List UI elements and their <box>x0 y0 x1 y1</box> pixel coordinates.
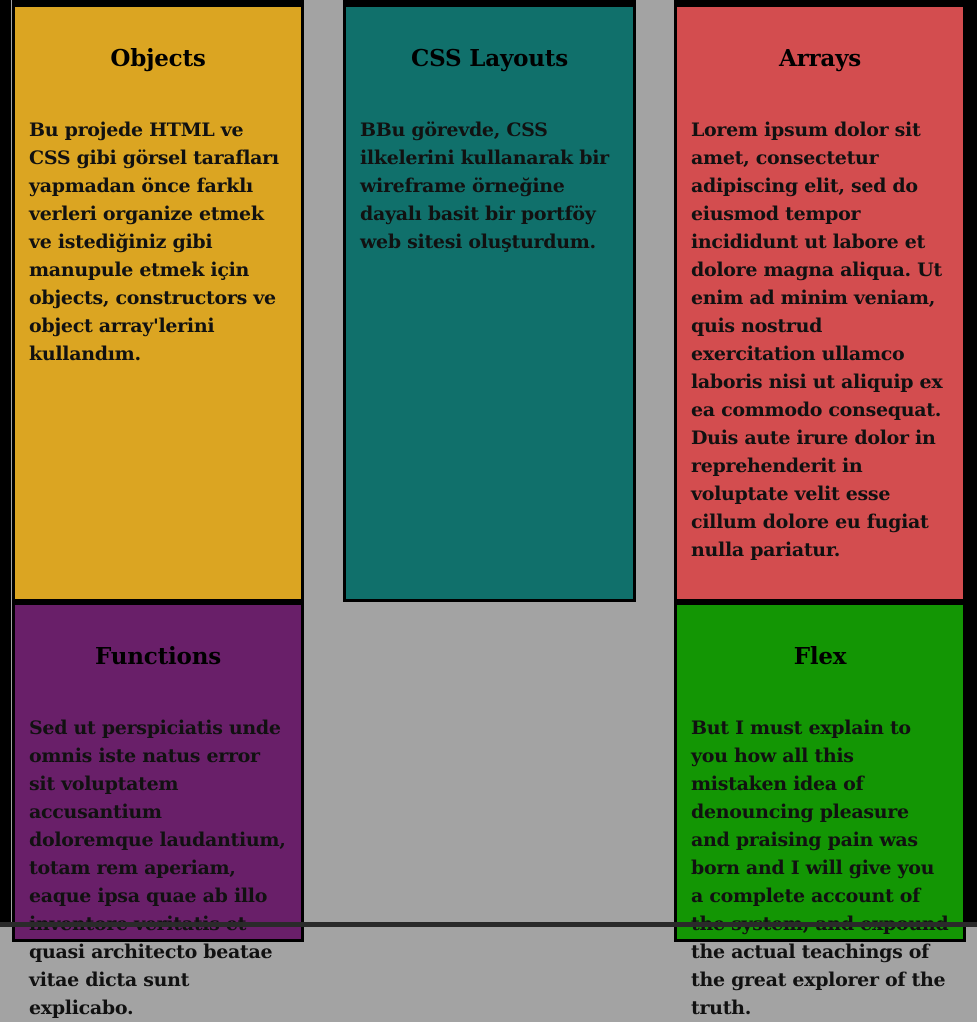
card-title: Functions <box>95 643 221 670</box>
card-flex <box>674 602 966 1019</box>
card-title: Objects <box>110 45 206 72</box>
card-objects <box>12 4 304 602</box>
card-functions <box>12 602 304 1019</box>
card-text: Sed ut perspiciatis unde omnis iste natus error sit voluptatem accusantium doloremque laudantium, totam rem aperiam, eaque ipsa quae ab illo quasi architecto beatae vitae dicta sunt explicabo. <box>29 717 286 1019</box>
card-css-layouts <box>343 4 636 602</box>
card-text: But I must explain to you how all this mistaken idea of denouncing pleasure and praising pain was born and I will give you a complete account of the actual teachings of the great explorer of the truth. <box>691 717 946 1019</box>
left-border <box>0 0 11 927</box>
card-text: Lorem ipsum dolor sit amet, consectetur adipiscing elit, sed do eiusmod tempor incididunt ut labore et dolore magna aliqua. Ut enim ad minim veniam, quis nostrud exercitation ullamco laboris nisi ut aliquip ex ea commodo consequat. Duis aute irure dolor in reprehenderit in voluptate velit esse cillum dolore eu fugiat nulla pariatur. <box>691 119 943 561</box>
card-title: Arrays <box>778 45 862 72</box>
bottom-scrollbar-edge <box>0 922 977 927</box>
card-title: CSS Layouts <box>411 45 568 72</box>
card-title: Flex <box>793 643 847 670</box>
card-text: Bu projede HTML ve CSS gibi görsel tarafları yapmadan önce farklı verleri organize etmek ve istediğiniz gibi manupule etmek için objects, constructors ve object array'lerini kullandım. <box>29 119 279 365</box>
card-arrays <box>674 4 966 602</box>
card-text: BBu görevde, CSS ilkelerini kullanarak bir wireframe örneğine dayalı basit bir portföy web sitesi oluşturdum. <box>360 119 609 253</box>
